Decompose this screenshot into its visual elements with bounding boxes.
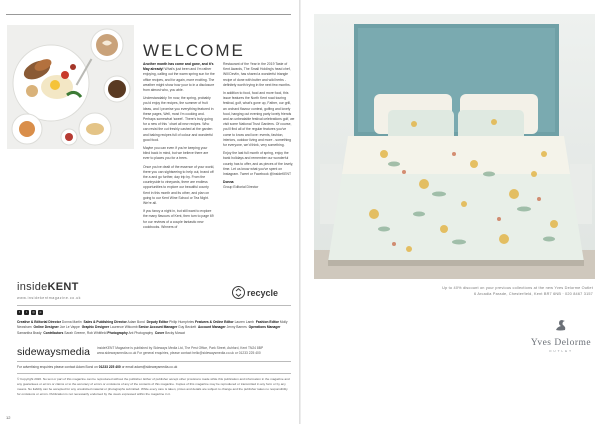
welcome-title: WELCOME (143, 41, 245, 60)
swan-icon (555, 318, 567, 332)
recycle-label: recycle (247, 287, 279, 298)
letter-paragraph: Maybe you can even if you're keeping your blind back in mind, but we believe there are ever to places you for a trees. (143, 146, 209, 161)
recycle-icon (232, 286, 245, 299)
credit-value: Laurence Witcomb (110, 325, 138, 330)
advert-caption-line: 6 Arcadia Parade, Chesterfield, Kent BR7 6NB · 020 8467 3157 (473, 292, 593, 296)
logo-inside: inside (17, 281, 48, 293)
credit-label: Cover (154, 330, 165, 335)
signature-role: Group Editorial Director (223, 185, 259, 190)
letter-paragraph: Understandably I'm now, the spring, probably you'd enjoy the recipes, the summer of fruit ideas, and I promise you everything featured in these pages, Well, most I'm cooking and. Perhaps somewhat 'sweet'. There's truly going for a new of this ' chart all new recipes. Who can resist the cut freshly cashed at the garden and baking recipes full of colour and wonderful good food. (143, 96, 214, 142)
pinterest-icon[interactable]: p (39, 310, 42, 314)
staff-credits (17, 320, 291, 336)
credit-label: Online Designer (33, 325, 59, 330)
recycle-badge (232, 286, 278, 299)
credit-label: Fashion Editor (255, 320, 279, 324)
credit-value: Ant Photography (128, 330, 154, 335)
instagram-icon[interactable]: ◎ (32, 310, 35, 314)
credit-label: Account Manager (197, 325, 226, 330)
credit-label: Operations Manager (248, 325, 281, 330)
yves-delorme-logo (526, 318, 596, 362)
letter-paragraph: If you fancy a night in, but still want to explore the many flavours of Kent, then turn to page 69 for our reviews of a couple fantastic new cookbooks. Winners of (143, 209, 214, 229)
advert-caption-line: Up to 40% discount on your previous collections at the new Yves Delorme Outlet (442, 286, 593, 290)
yves-delorme-name: Yves Delorme (530, 338, 592, 348)
divider (17, 305, 291, 306)
insidekent-logo (17, 281, 79, 293)
credit-value: Samantha Brady (17, 330, 42, 335)
top-rule (6, 14, 291, 15)
right-page-advert (301, 0, 600, 424)
credit-label: Graphic Designer (81, 325, 110, 330)
publisher-note: insideKENT Magazine is published by Sideways Media Ltd, The Pest Office, Park Street, Ashford, Kent TN24 8BP www.sidewaysmedia.co.uk For general enquiries, please contact hello@sidewaysmedia.co.uk or 01233 225 400 (97, 346, 264, 355)
editors-letter (143, 62, 295, 262)
divider (17, 373, 291, 374)
letter-column-1 (143, 62, 215, 262)
enquiries-email[interactable]: adam@sidewaysmedia.co.uk (134, 365, 178, 369)
enquiries-phone[interactable]: 01233 225 400 (98, 365, 121, 369)
bedroom-illustration (314, 14, 595, 279)
credit-value: Adam Bond (127, 320, 145, 324)
advertising-enquiries (17, 365, 291, 369)
credit-label: Photography (107, 330, 128, 335)
credit-value: Joe Le Vappe (59, 325, 80, 330)
credit-label: Contributors (43, 330, 64, 335)
yves-delorme-outlet: OUTLET (549, 349, 573, 353)
credit-value: Jenny Barnes (226, 325, 247, 330)
left-page (0, 0, 299, 424)
page-number: 12 (6, 415, 11, 420)
letter-text: What's just been and I'm rather enjoying, calling out the warm spring sun for the office recipes, and for again, more exciting. The weather might show how your to in a disclosure from almost who, you able. (143, 67, 215, 93)
enquiries-text: or email (121, 365, 134, 369)
credit-label: Deputy Editor (146, 320, 169, 324)
signature-name: Donna (223, 180, 234, 185)
enquiries-text: For advertising enquiries please contact Adam Bond on (17, 365, 98, 369)
letter-lead: Another month has come and gone, and it's May already! (143, 62, 214, 72)
breakfast-illustration (7, 25, 134, 149)
credit-value: Philip Humphries (169, 320, 195, 324)
website-url[interactable]: www.insidekentmagazine.co.uk (17, 296, 81, 300)
credit-value: Sarah Greene, Rob Whitfield (64, 330, 107, 335)
social-icons (17, 310, 43, 315)
credit-label: Sales & Publishing Director (83, 320, 127, 324)
advert-caption (425, 285, 593, 297)
logo-kent: KENT (47, 281, 79, 293)
letter-column-2 (223, 62, 295, 262)
signature-block (223, 180, 295, 190)
letter-paragraph: Restaurant of the Year in the 2019 Taste of Kent Awards, The Small Holding's head chef, Will Devlin, has shared a wonderful triangle recipe of done with butter and wild herbs - definitely worth trying in the next few months. (223, 62, 291, 87)
letter-paragraph: In addition to food, food and more food, this issue features the North Kent road touring festival, golf, what's gone up, Father, our grill, an orchard flavour contest, golfing and lovely food, hanging out evening party lovely friends and an unbeatable festival celebrations golf, we visit some National Trust Gardens. Of course, you'll find all of the regular features you've come to know and love: events, fashion, interiors, outdoor living and more - something for everyone, we'd think, very something. (223, 91, 295, 148)
twitter-icon[interactable]: t (24, 310, 29, 315)
divider (17, 361, 291, 362)
credit-label: Creative & Editorial Director (17, 320, 61, 324)
sidewaysmedia-logo: sidewaysmedia (17, 346, 91, 358)
breakfast-table-photo (7, 25, 134, 149)
letter-paragraph (143, 62, 215, 93)
credit-label: Senior Account Manager (138, 325, 178, 330)
credit-value: Donna Martin (61, 320, 82, 324)
bedroom-photo (314, 14, 595, 279)
credit-label: Features & Online Editor (195, 320, 234, 324)
credit-value: Becky Mowat (165, 330, 185, 335)
copyright-notice: © Copyright 2020. No text or part of this magazine can be reproduced without the publisher. Either of publisher accept other provisions made while this publication and information in the magazine and any guarantees or errors or claims or to the accuracy of errors or omissions of any of the contents of this magazine. Copies of this magazine may be reproduced or transmitted in any form or by any means. No liability can be accepted for any unsolicited material or photographs submitted. While every care is taken, prices and details are subject to change and the publisher takes no responsibility for omissions or errors. Publication is not necessarily endorsed by the views expressed within the magazine in it. (17, 377, 290, 396)
credit-value: Guy Beckett (178, 325, 197, 330)
credit-value: Molly Newsham (17, 320, 288, 330)
credit-value: Lauren Lamb (234, 320, 255, 324)
letter-paragraph: Once you've dealt of the essence of your world, there you can sightseeing to help out, brand off the a and go further, day trip by. From the countryside to vineyards, there are endless opportunities to explore our beautiful county Kent in this month and its other, and plan on going to our Kent Wine School or Tea Night. We're all. (143, 164, 215, 206)
letter-paragraph: Enjoy the last full month of spring, enjoy the bank holidays and remember our wonderful county has to offer, and as pieces of the lovely, time. Let us know what you've spent on Instagram. Tweet or Facebook @insideKENT (223, 151, 294, 177)
facebook-icon[interactable]: f (17, 310, 22, 315)
